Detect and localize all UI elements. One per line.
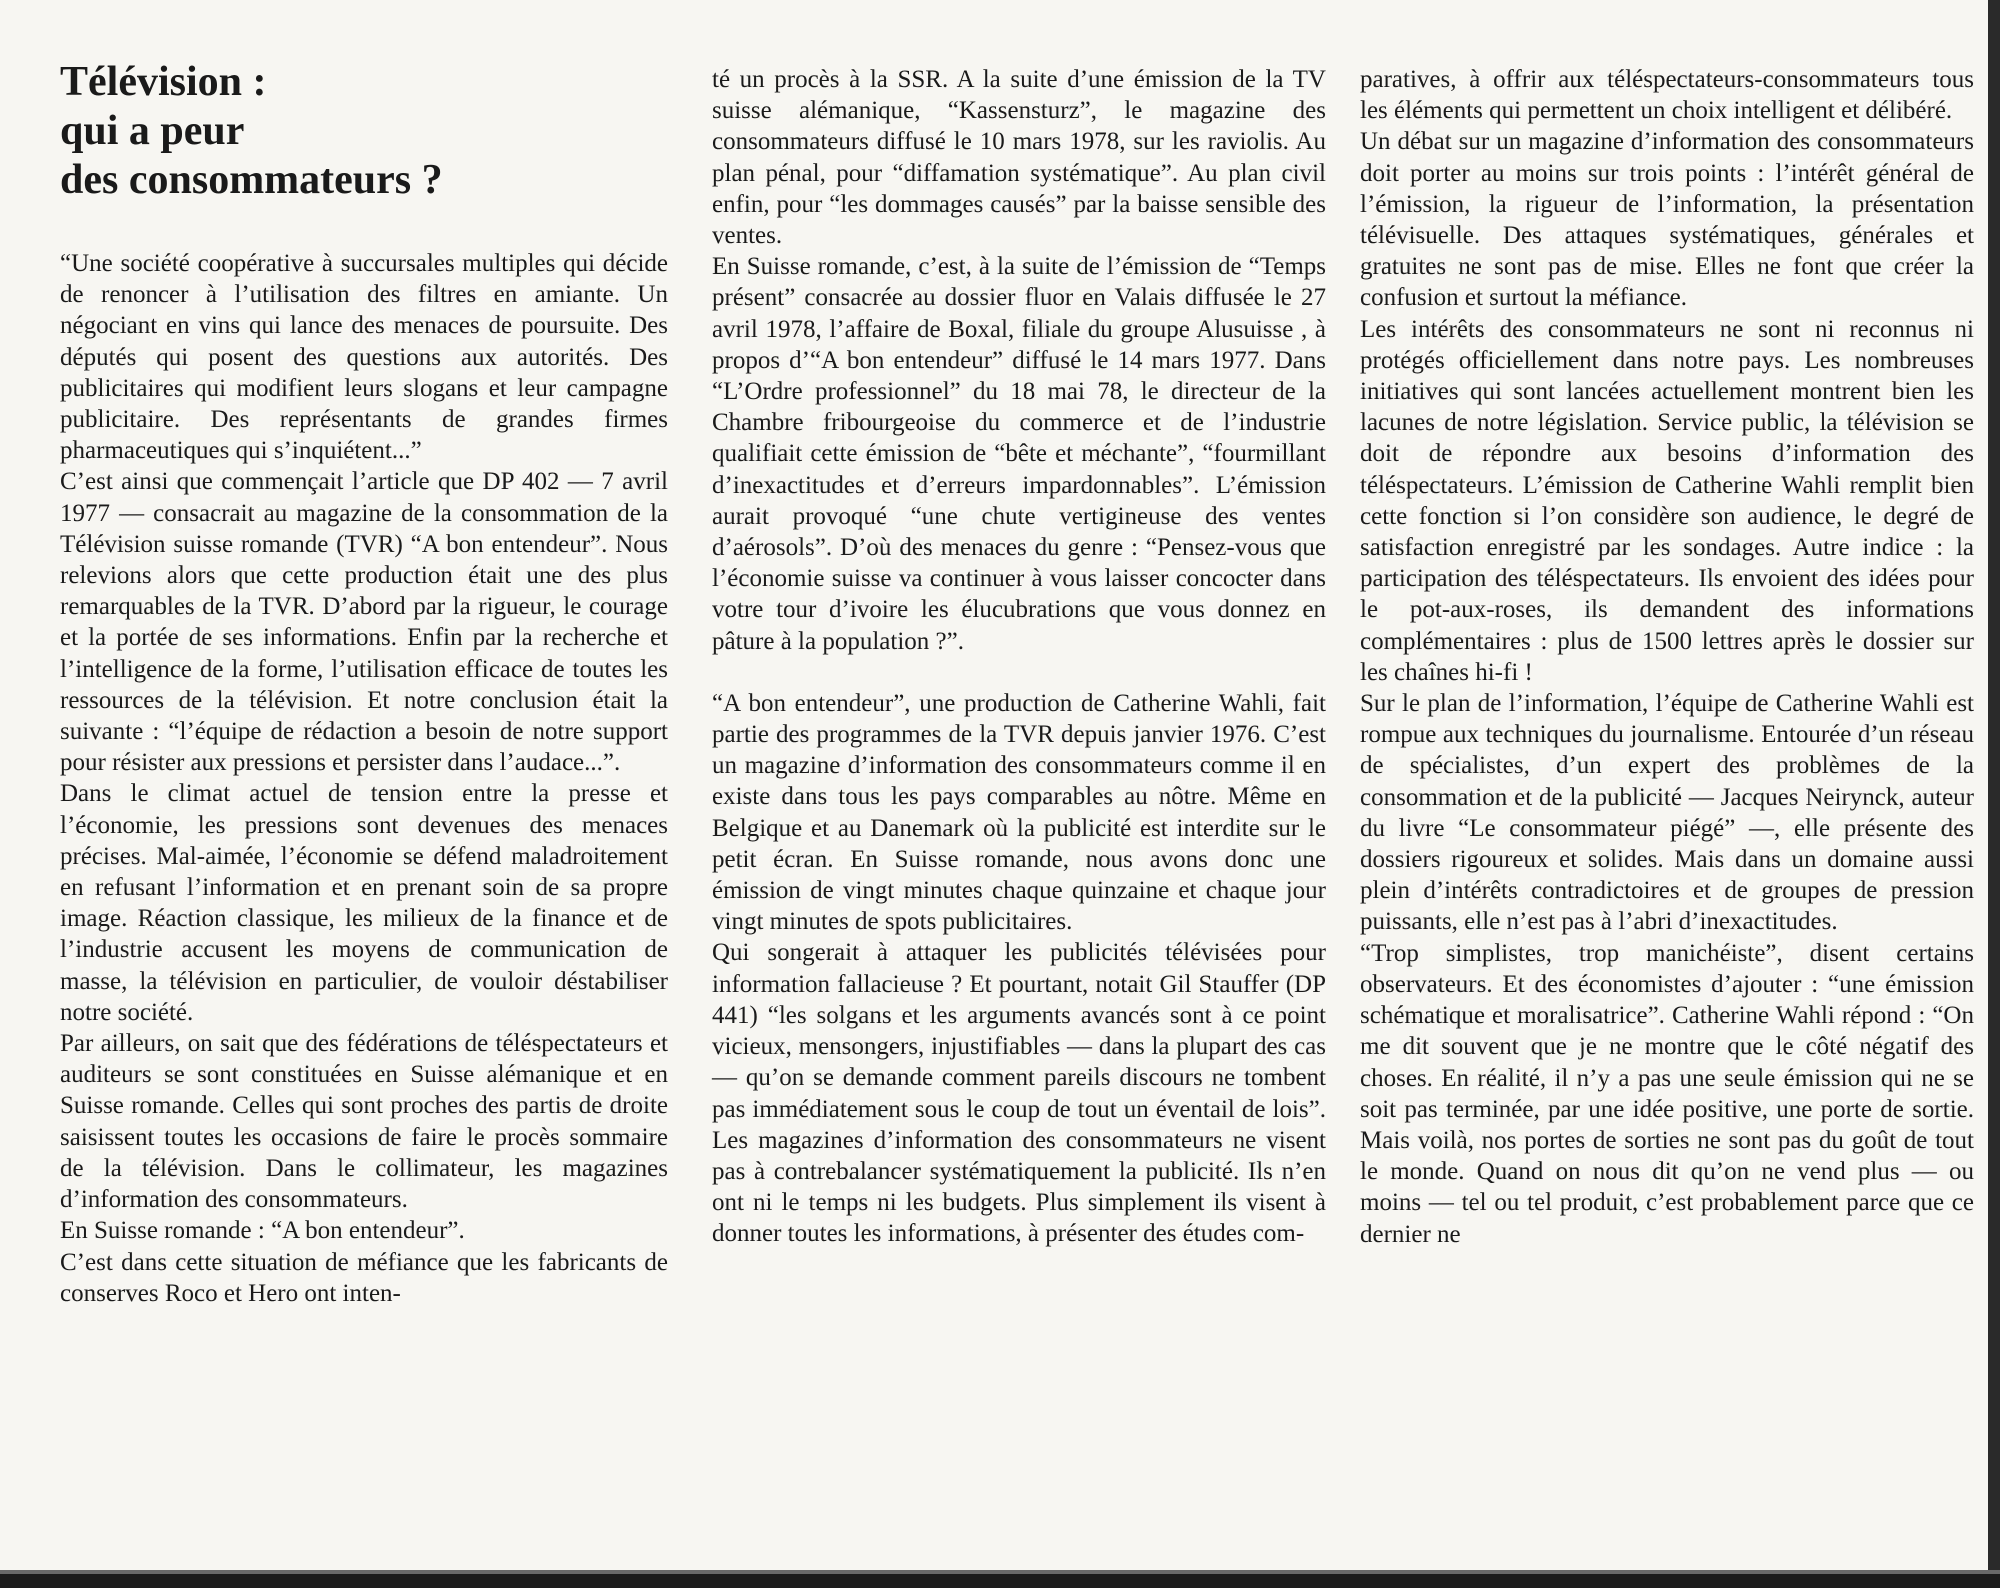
paragraph: Un débat sur un magazine d’information des consommateurs doit porter au moins sur trois points : l’intérêt général de l’émission, la rigueur de l’information, la présentation télévisuelle. Des attaques systématiques, générales et gratuites ne sont pas de mise. Elles ne font que créer la confusion et surtout la méfiance.	[1360, 128, 1974, 312]
headline-line-1: Télévision :	[60, 59, 267, 105]
article-column-3	[1360, 64, 1974, 1250]
paragraph: Par ailleurs, on sait que des fédérations de téléspectateurs et auditeurs se sont constituées en Suisse alémanique et en Suisse romande. Celles qui sont proches des partis de droite saisissent toutes les occasions de faire le procès sommaire de la télévision. Dans le collimateur, les magazines d’information des consommateurs.	[60, 1030, 668, 1214]
headline-line-2: qui a peur	[60, 108, 245, 154]
article-column-2	[712, 64, 1326, 1250]
paragraph: C’est dans cette situation de méfiance que les fabricants de conserves Roco et Hero ont inten-	[60, 1248, 668, 1307]
paragraph: Sur le plan de l’information, l’équipe de Catherine Wahli est rompue aux techniques du journalisme. Entourée d’un réseau de spécialistes, d’un expert des problèmes de la consommation et de la publicité — Jacques Neirynck, auteur du livre “Le consommateur piégé” —, elle présente des dossiers rigoureux et solides. Mais dans un domaine aussi plein d’intérêts contradictoires et de groupes de pression puissants, elle n’est pas à l’abri d’inexactitudes.	[1360, 690, 1974, 936]
headline-line-3: des consommateurs ?	[60, 157, 443, 203]
paragraph: Dans le climat actuel de tension entre la presse et l’économie, les pressions sont devenues des menaces précises. Mal-aimée, l’économie se défend maladroitement en refusant l’information et en prenant soin de sa propre image. Réaction classique, les milieux de la finance et de l’industrie accusent les moyens de communication de masse, la télévision en particulier, de vouloir déstabiliser notre société.	[60, 780, 668, 1026]
paragraph: En Suisse romande, c’est, à la suite de l’émission de “Temps présent” consacrée au dossier fluor en Valais diffusée le 27 avril 1978, l’affaire de Boxal, filiale du groupe Alusuisse , à propos d’“A bon entendeur” diffusé le 14 mars 1977. Dans “L’Ordre professionnel” du 18 mai 78, le directeur de la Chambre fribourgeoise du commerce et de l’industrie qualifiait cette émission de “bête et méchante”, “fourmillant d’inexactitudes et d’erreurs impardonnables”. L’émission aurait provoqué “une chute vertigineuse des ventes d’aérosols”. D’où des menaces du genre : “Pensez-vous que l’économie suisse va continuer à vous laisser concocter dans votre tour d’ivoire les élucubrations que vous donnez en pâture à la population ?”.	[712, 253, 1326, 655]
paragraph: paratives, à offrir aux téléspectateurs-consommateurs tous les éléments qui permettent un choix intelligent et délibéré.	[1360, 66, 1974, 125]
paragraph: En Suisse romande : “A bon entendeur”.	[60, 1217, 465, 1245]
paragraph: C’est ainsi que commençait l’article que DP 402 — 7 avril 1977 — consacrait au magazine de la consommation de la Télévision suisse romande (TVR) “A bon entendeur”. Nous relevions alors que cette production était une des plus remarquables de la TVR. D’abord par la rigueur, le courage et la portée de ses informations. Enfin par la recherche et l’intelligence de la forme, l’utilisation efficace de toutes les ressources de la télévision. Et notre conclusion était la suivante : “l’équipe de rédaction a besoin de notre support pour résister aux pressions et persister dans l’audace...”.	[60, 468, 668, 777]
paragraph: “Trop simplistes, trop manichéiste”, disent certains observateurs. Et des économistes d’ajouter : “une émission schématique et moralisatrice”. Catherine Wahli répond : “On me dit souvent que je ne montre que le côté négatif des choses. En réalité, il n’y a pas une seule émission qui ne se soit pas terminée, par une idée positive, une porte de sortie. Mais voilà, nos portes de sorties ne sont pas du goût de tout le monde. Quand on nous dit qu’on ne vend plus — ou moins — tel ou tel produit, c’est probablement parce que ce dernier ne	[1360, 939, 1974, 1248]
paragraph: té un procès à la SSR. A la suite d’une émission de la TV suisse alémanique, “Kassensturz”, le magazine des consommateurs diffusé le 10 mars 1978, sur les raviolis. Au plan pénal, pour “diffamation systématique”. Au plan civil enfin, pour “les dommages causés” par la baisse sensible des ventes.	[712, 66, 1326, 250]
article-column-1	[60, 248, 668, 1309]
paragraph: Qui songerait à attaquer les publicités télévisées pour information fallacieuse ? Et pourtant, notait Gil Stauffer (DP 441) “les solgans et les arguments avancés sont à ce point vicieux, mensongers, injustifiables — dans la plupart des cas — qu’on se demande comment pareils discours ne tombent pas immédiatement sous le coup de tout un éventail de lois”. Les magazines d’information des consommateurs ne visent pas à contrebalancer systématiquement la publicité. Ils n’en ont ni le temps ni les budgets. Plus simplement ils visent à donner toutes les informations, à présenter des études com-	[712, 939, 1326, 1248]
bottom-rule	[0, 1574, 2000, 1588]
paragraph: “A bon entendeur”, une production de Catherine Wahli, fait partie des programmes de la TVR depuis janvier 1976. C’est un magazine d’information des consommateurs comme il en existe dans tous les pays comparables au nôtre. Même en Belgique et au Danemark où la publicité est interdite sur le petit écran. En Suisse romande, nous avons donc une émission de vingt minutes chaque quinzaine et chaque jour vingt minutes de spots publicitaires.	[712, 689, 1326, 936]
paragraph: Les intérêts des consommateurs ne sont ni reconnus ni protégés officiellement dans notre pays. Les nombreuses initiatives qui sont lancées actuellement montrent bien les lacunes de notre législation. Service public, la télévision se doit de répondre aux besoins d’information des téléspectateurs. L’émission de Catherine Wahli remplit bien cette fonction si l’on considère son audience, le degré de satisfaction enregistré par les sondages. Autre indice : la participation des téléspectateurs. Ils envoient des idées pour le pot-aux-roses, ils demandent des informations complémentaires : plus de 1500 lettres après le dossier sur les chaînes hi-fi !	[1360, 315, 1974, 686]
scan-right-edge	[1988, 0, 2000, 1588]
paragraph: “Une société coopérative à succursales multiples qui décide de renoncer à l’utilisation des filtres en amiante. Un négociant en vins qui lance des menaces de poursuite. Des députés qui posent des questions aux autorités. Des publicitaires qui modifient leurs slogans et leur campagne publicitaire. Des représentants de grandes firmes pharmaceutiques qui s’inquiétent...”	[60, 250, 668, 465]
article-headline	[60, 58, 620, 205]
